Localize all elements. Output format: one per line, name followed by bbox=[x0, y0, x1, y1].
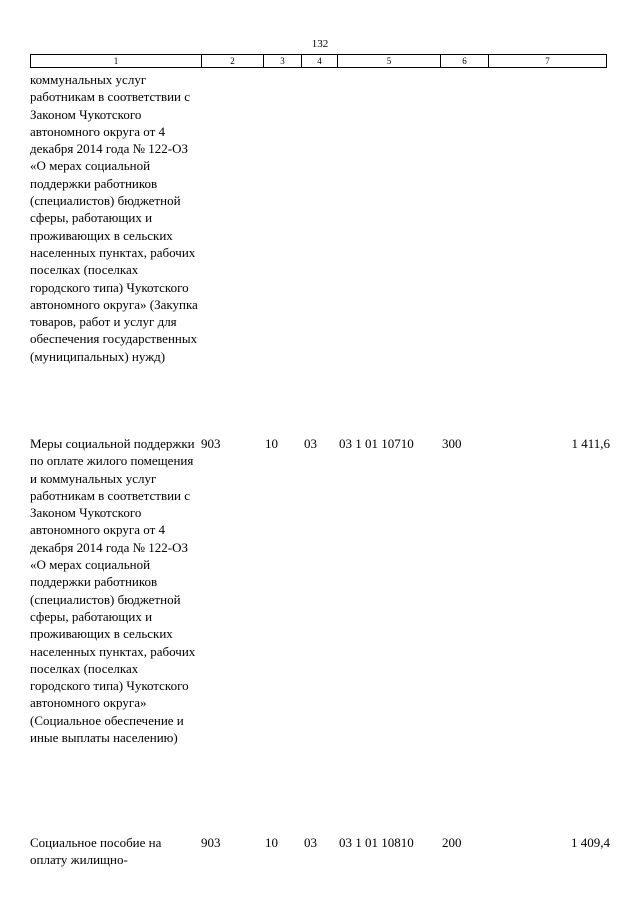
table-header-row bbox=[30, 54, 607, 68]
column-header-2: 2 bbox=[202, 55, 264, 67]
row-grbs-code: 903 bbox=[201, 835, 221, 850]
row-grbs-code: 903 bbox=[201, 436, 221, 451]
row-amount: 1 409,4 bbox=[571, 835, 610, 850]
column-header-4: 4 bbox=[302, 55, 338, 67]
row-expense-type: 200 bbox=[442, 835, 462, 850]
row-description: коммунальных услуг работникам в соответствии с Законом Чукотского автономного округа от 4 декабря 2014 года № 122-ОЗ «О мерах социальной поддержки работников (специалистов) бюджетной сферы, работающих и проживающих в сельских населенных пунктах, рабочих поселках (поселках городского типа) Чукотского автономного округа» (Закупка товаров, работ и услуг для обеспечения государственных (муниципальных) нужд) bbox=[30, 72, 198, 364]
row-subsection: 03 bbox=[304, 436, 317, 451]
column-header-6: 6 bbox=[441, 55, 489, 67]
row-target-article: 03 1 01 10710 bbox=[339, 436, 414, 451]
row-target-article: 03 1 01 10810 bbox=[339, 835, 414, 850]
page-number: 132 bbox=[311, 38, 329, 50]
row-section: 10 bbox=[265, 436, 278, 451]
column-header-5: 5 bbox=[338, 55, 441, 67]
column-header-3: 3 bbox=[264, 55, 302, 67]
row-description: Меры социальной поддержки по оплате жилого помещения и коммунальных услуг работникам в соответствии с Законом Чукотского автономного округа от 4 декабря 2014 года № 122-ОЗ «О мерах социальной поддержки работников (специалистов) бюджетной сферы, работающих и проживающих в сельских населенных пунктах, рабочих поселках (поселках городского типа) Чукотского автономного округа» (Социальное обеспечение и иные выплаты населению) bbox=[30, 436, 196, 746]
row-description: Социальное пособие на оплату жилищно- bbox=[30, 835, 162, 868]
column-header-7: 7 bbox=[545, 56, 550, 66]
row-subsection: 03 bbox=[304, 835, 317, 850]
row-amount: 1 411,6 bbox=[571, 436, 610, 451]
row-expense-type: 300 bbox=[442, 436, 462, 451]
row-section: 10 bbox=[265, 835, 278, 850]
column-header-1: 1 bbox=[31, 55, 202, 67]
